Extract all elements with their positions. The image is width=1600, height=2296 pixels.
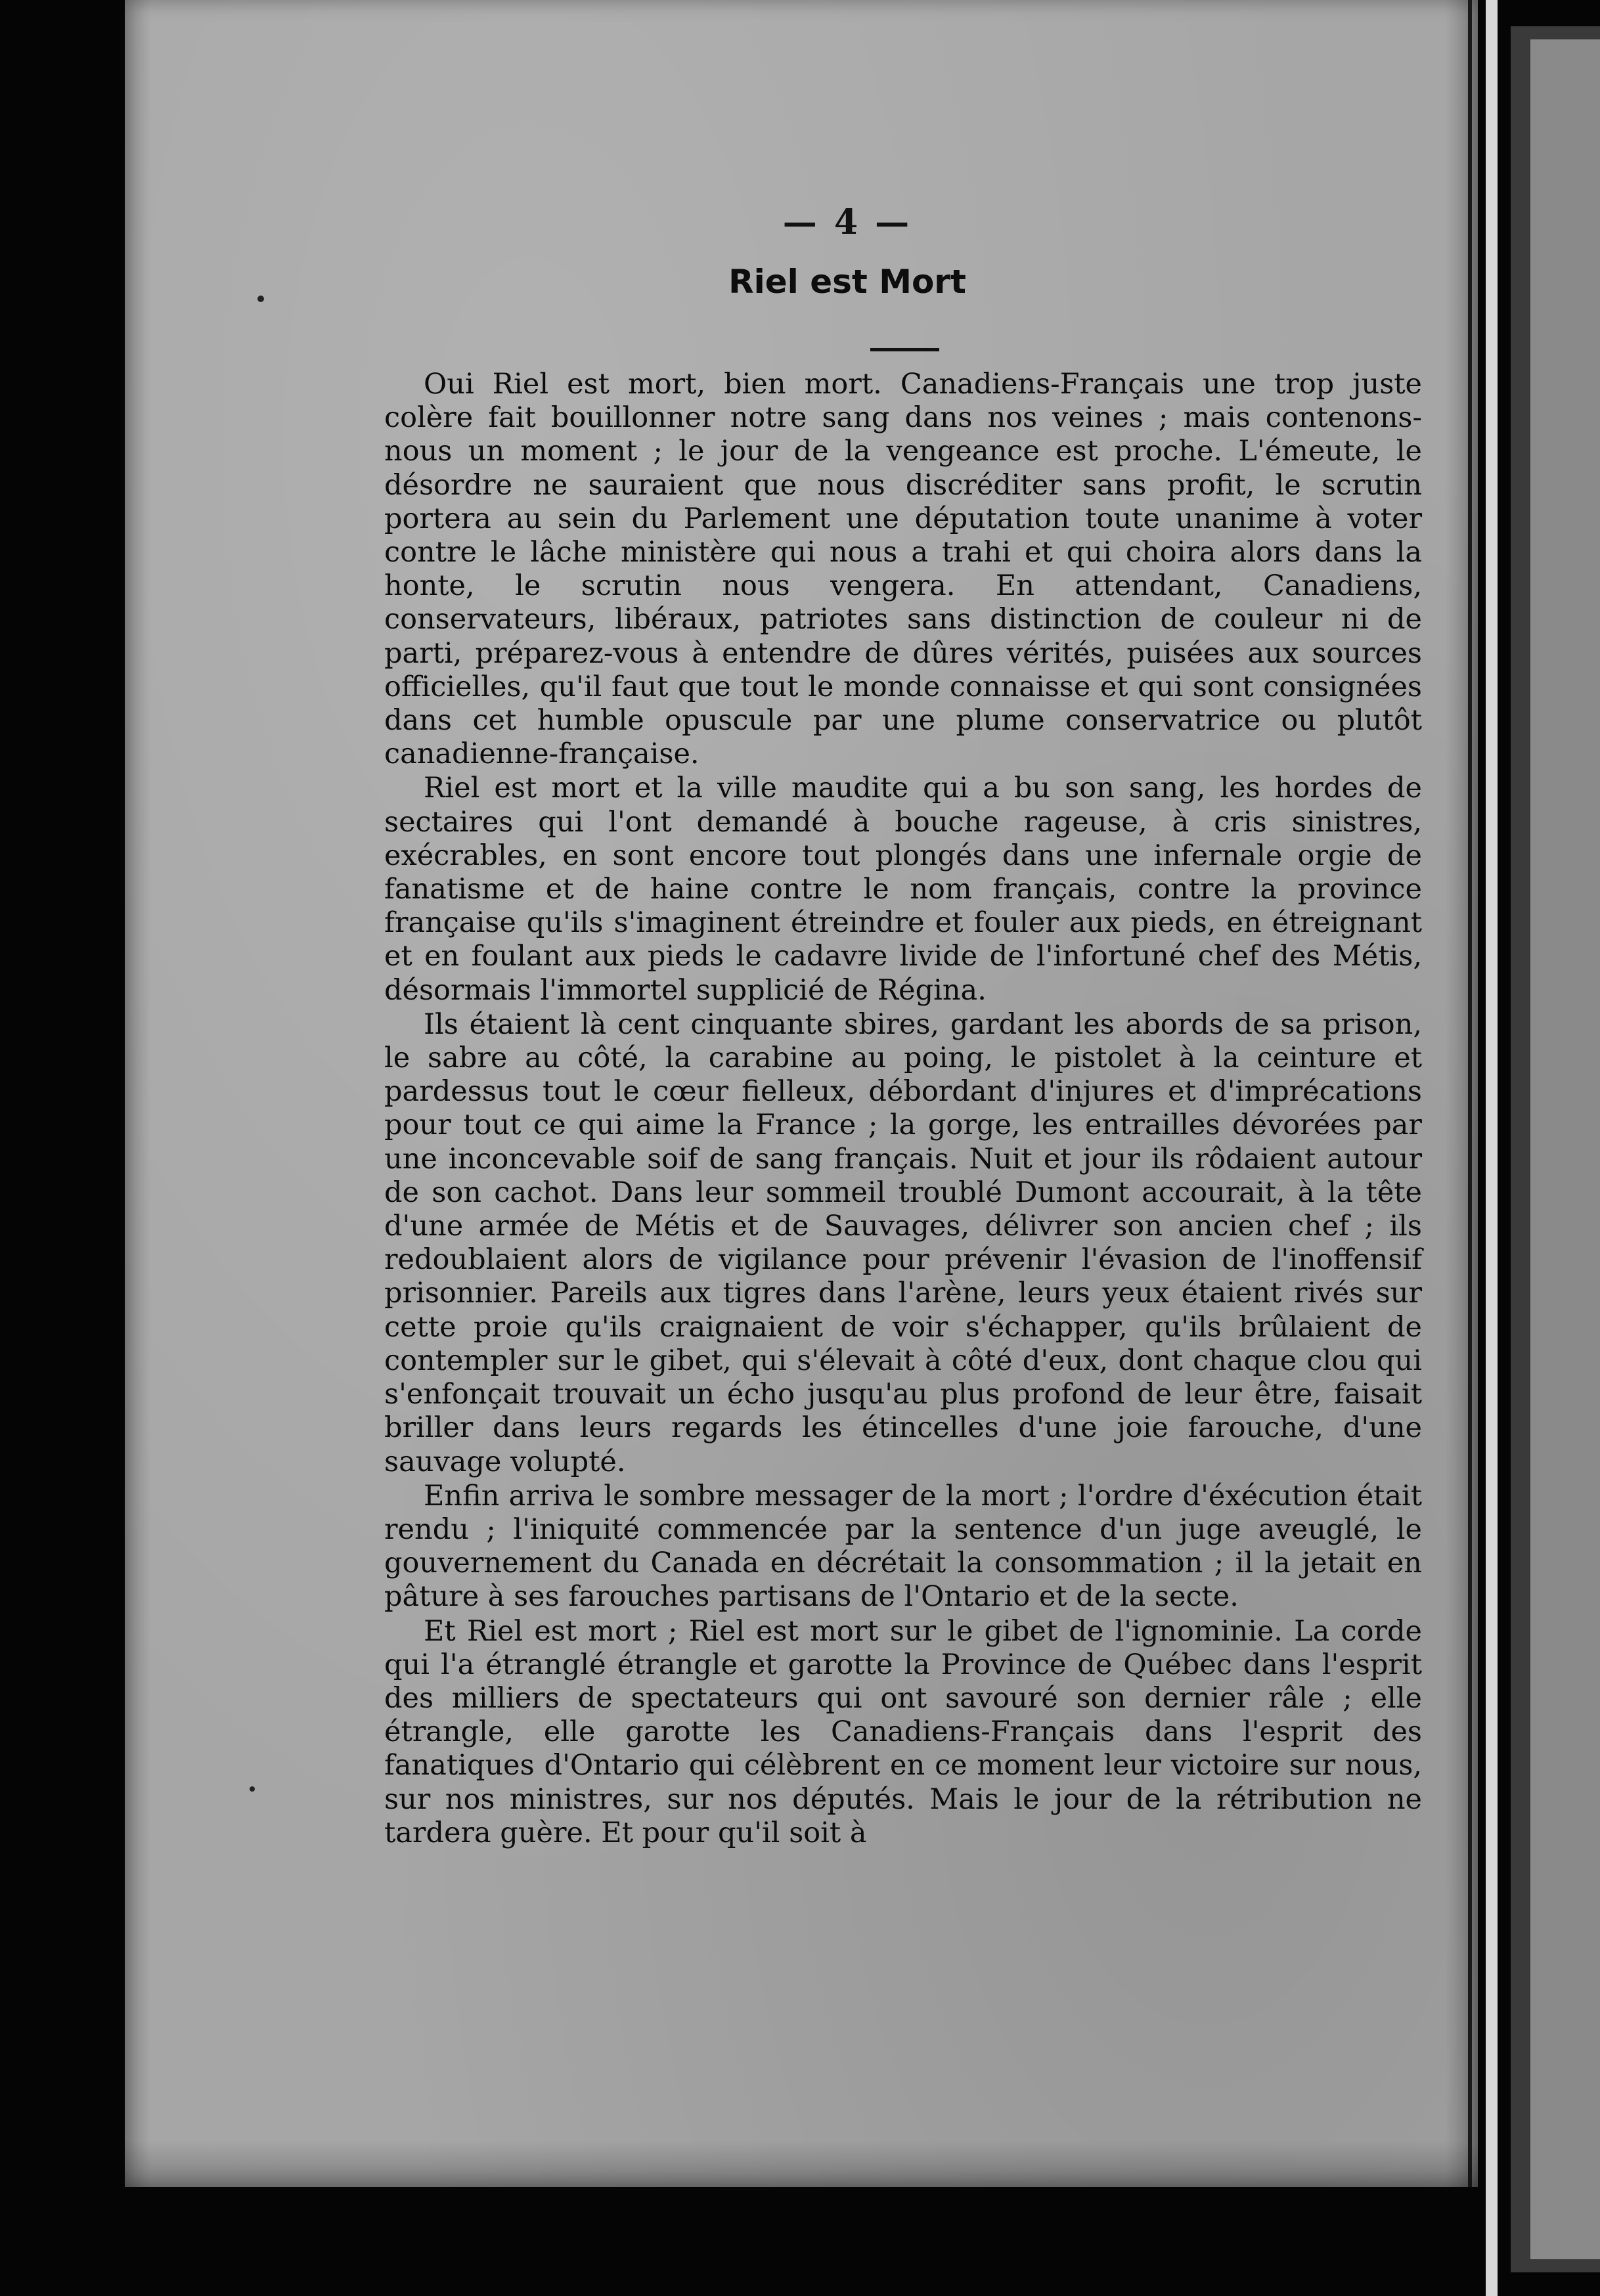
chapter-title: Riel est Mort (728, 263, 966, 301)
page-number: — 4 — (782, 202, 912, 242)
page-bottom-shadow (125, 2141, 1478, 2187)
ink-speck (257, 296, 264, 302)
paragraph-3: Ils étaient là cent cinquante sbires, gardant les abords de sa prison, le sabre au côté, la carabine au poing, le pistolet à la ceinture et pardessus tout le cœur fielleux, débordant d'injures et d'imprécations pour tout ce qui aime la France ; la gorge, les entrailles dévorées par une inconcevable soif de sang français. Nuit et jour ils rôdaient autour de son cachot. Dans leur sommeil troublé Dumont accourait, à la tête d'une armée de Métis et de Sauvages, délivrer son ancien chef ; ils redoublaient alors de vigilance pour prévenir l'évasion de l'inoffensif prisonnier. Pareils aux tigres dans l'arène, leurs yeux étaient rivés sur cette proie qu'ils craignaient de voir s'échapper, qu'ils brûlaient de contempler sur le gibet, qui s'élevait à côté d'eux, dont chaque clou qui s'enfonçait trouvait un écho jusqu'au plus profond de leur être, faisait briller dans leurs regards les étincelles d'une joie farouche, d'une sauvage volupté. (384, 1007, 1422, 1478)
adjacent-page (1530, 39, 1600, 2259)
paragraph-2: Riel est mort et la ville maudite qui a bu son sang, les hordes de sectaires qui l'ont demandé à bouche rageuse, à cris sinistres, exécrables, en sont encore tout plongés dans une infernale orgie de fanatisme et de haine contre le nom français, contre la province française qu'ils s'imaginent étreindre et fouler aux pieds, en étreignant et en foulant aux pieds le cadavre livide de l'infortuné chef des Métis, désormais l'immortel supplicié de Régina. (384, 772, 1422, 1007)
body-text (384, 368, 1422, 1851)
page-fold-shadow (1468, 0, 1472, 2187)
title-rule (870, 348, 939, 351)
ink-speck (250, 1786, 255, 1792)
paragraph-5: Et Riel est mort ; Riel est mort sur le gibet de l'ignominie. La corde qui l'a étranglé étrangle et garotte la Province de Québec dans l'esprit des milliers de spectateurs qui ont savouré son dernier râle ; elle étrangle, elle garotte les Canadiens-Français dans l'esprit des fanatiques d'Ontario qui célèbrent en ce moment leur victoire sur nous, sur nos ministres, sur nos députés. Mais le jour de la rétribution ne tardera guère. Et pour qu'il soit à (384, 1614, 1422, 1849)
paragraph-4: Enfin arriva le sombre messager de la mort ; l'ordre d'éxécution était rendu ; l'iniquité commencée par la sentence d'un juge aveuglé, le gouvernement du Canada en décrétait la consommation ; il la jetait en pâture à ses farouches partisans de l'Ontario et de la secte. (384, 1479, 1422, 1614)
paragraph-1: Oui Riel est mort, bien mort. Canadiens-Français une trop juste colère fait bouillonner notre sang dans nos veines ; mais contenons-nous un moment ; le jour de la vengeance est proche. L'émeute, le désordre ne sauraient que nous discréditer sans profit, le scrutin portera au sein du Parlement une députation toute unanime à voter contre le lâche ministère qui nous a trahi et qui choira alors dans la honte, le scrutin nous vengera. En attendant, Canadiens, conservateurs, libéraux, patriotes sans distinction de couleur ni de parti, préparez-vous à entendre de dûres vérités, puisées aux sources officielles, qu'il faut que tout le monde connaisse et qui sont consignées dans cet humble opuscule par une plume conservatrice ou plutôt canadienne-française. (384, 368, 1422, 771)
next-page-edge (1486, 0, 1498, 2296)
